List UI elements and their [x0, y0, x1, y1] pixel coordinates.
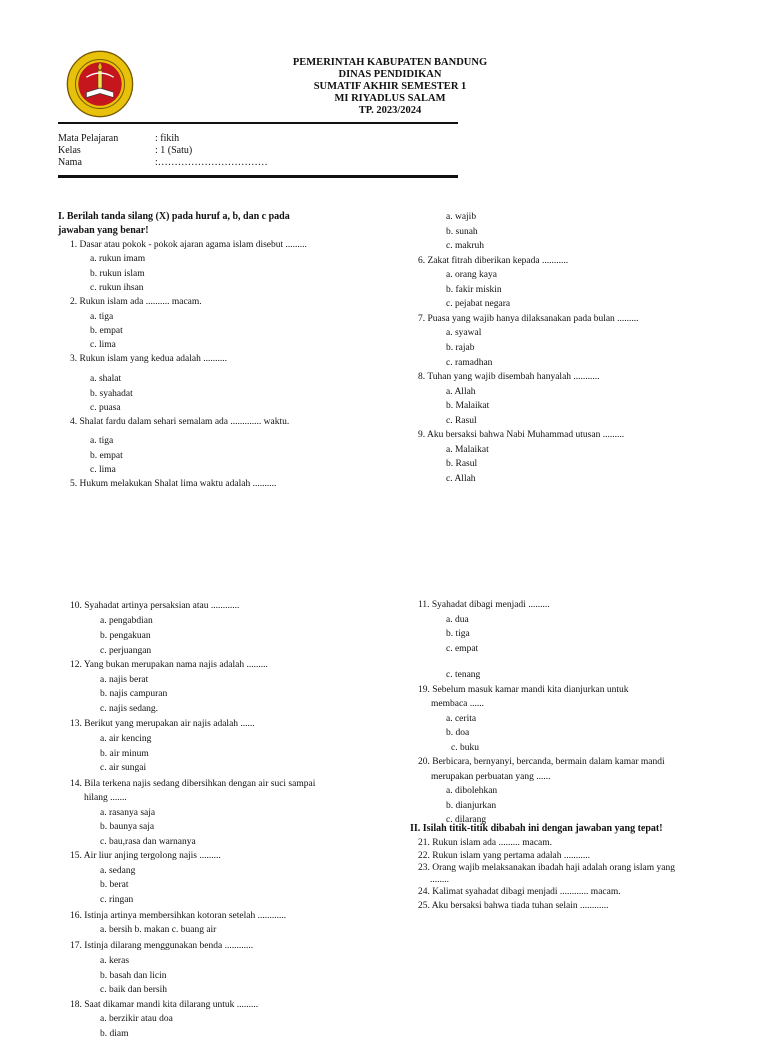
question-text: 15. Air liur anjing tergolong najis ......... [70, 851, 221, 862]
answer-option: a. syawal [446, 328, 482, 339]
answer-option: a. cerita [446, 713, 477, 724]
answer-option: c. najis sedang. [100, 703, 159, 714]
subject-label: Mata Pelajaran [58, 133, 119, 144]
answer-option: b. doa [446, 728, 470, 738]
question-text: 20. Berbicara, bernyanyi, bercanda, bermain dalam kamar mandi [418, 757, 665, 767]
question-text: 5. Hukum melakukan Shalat lima waktu adalah .......... [70, 479, 277, 490]
question-text: 2. Rukun islam ada .......... macam. [70, 297, 202, 308]
answer-option: a. dibolehkan [446, 786, 498, 796]
answer-option: a. Allah [446, 386, 476, 397]
answer-option: c. ringan [100, 895, 134, 905]
question-text: 7. Puasa yang wajib hanya dilaksanakan pada bulan ......... [418, 313, 639, 324]
question-text: 12. Yang bukan merupakan nama najis adalah ......... [70, 660, 268, 671]
answer-option: b. empat [90, 325, 123, 336]
question-text: membaca ...... [431, 699, 485, 709]
answer-option: c. lima [90, 464, 116, 475]
answer-option: b. diam [100, 1028, 129, 1039]
answer-option: a. Malaikat [446, 444, 489, 455]
answer-option: c. Rasul [446, 415, 477, 426]
answer-option: b. fakir miskin [446, 284, 502, 295]
answer-option: c. ramadhan [446, 357, 493, 368]
fill-in-question: 25. Aku bersaksi bahwa tiada tuhan selain ............ [418, 901, 609, 911]
answer-option: c. dilarang [446, 815, 487, 825]
answer-option: b. berat [100, 880, 129, 891]
class-value: : 1 (Satu) [155, 145, 193, 156]
question-text: 6. Zakat fitrah diberikan kepada ........... [418, 255, 569, 266]
answer-option: a. sedang [100, 865, 136, 876]
answer-option: a. keras [100, 956, 130, 967]
name-value: :…………………………… [155, 157, 268, 168]
answer-option: c. air sungai [100, 763, 147, 774]
header-school-name: MI RIYADLUS SALAM [334, 93, 446, 104]
subject-value: : fikih [155, 133, 180, 144]
answer-option: c. Allah [446, 473, 476, 484]
answer-option: b. tiga [446, 629, 470, 639]
answer-option: a. shalat [90, 374, 122, 385]
answer-option: c. pejabat negara [446, 299, 511, 310]
answer-option: b. sunah [446, 226, 478, 237]
answer-option: c. lima [90, 340, 116, 351]
header-exam-title: SUMATIF AKHIR SEMESTER 1 [313, 81, 467, 92]
question-text: 13. Berikut yang merupakan air najis adalah ...... [70, 719, 255, 730]
question-text: 17. Istinja dilarang menggunakan benda ............ [70, 940, 254, 951]
answer-option: b. rajab [446, 342, 475, 353]
section2-title: II. Isilah titik-titik dibabah ini dengan jawaban yang tepat! [410, 823, 663, 834]
answer-option: b. Malaikat [446, 401, 490, 412]
answer-option: a. rukun imam [90, 254, 146, 265]
answer-option: c. empat [446, 643, 479, 654]
answer-option: c. perjuangan [100, 645, 152, 656]
answer-option: c. baik dan bersih [100, 985, 168, 996]
question-text: 3. Rukun islam yang kedua adalah .......... [70, 354, 227, 365]
question-text: 16. Istinja artinya membersihkan kotoran setelah ............ [70, 910, 287, 921]
question-text: merupakan perbuatan yang ...... [431, 771, 551, 782]
answer-option: b. empat [90, 450, 123, 461]
answer-option: c. puasa [90, 402, 121, 413]
fill-in-question: 24. Kalimat syahadat dibagi menjadi ............ macam. [418, 887, 621, 897]
answer-option: b. air minum [100, 748, 149, 759]
answer-option: a. berzikir atau doa [100, 1014, 173, 1025]
answer-option: b. basah dan licin [100, 970, 167, 981]
section1-title-line2: jawaban yang benar! [58, 225, 149, 236]
answer-option: a. orang kaya [446, 270, 497, 281]
answer-option: c. bau,rasa dan warnanya [100, 836, 196, 847]
answer-option: b. Rasul [446, 459, 478, 470]
answer-option: c. rukun ihsan [90, 282, 144, 293]
question-text: 9. Aku bersaksi bahwa Nabi Muhammad utusan ......... [418, 430, 625, 441]
question-text: hilang ....... [84, 793, 127, 804]
answer-option: c. makruh [446, 241, 484, 252]
answer-option: b. dianjurkan [446, 800, 497, 811]
question-text: 10. Syahadat artinya persaksian atau ............ [70, 601, 240, 611]
info-divider [58, 175, 458, 178]
answer-option: b. najis campuran [100, 689, 168, 700]
answer-option: b. pengakuan [100, 631, 151, 642]
header-school-year: TP. 2023/2024 [358, 105, 422, 116]
answer-option: b. baunya saja [100, 822, 155, 833]
name-label: Nama [58, 157, 82, 168]
question-text: 11. Syahadat dibagi menjadi ......... [418, 600, 550, 610]
fill-in-question: 21. Rukun islam ada ......... macam. [418, 838, 553, 848]
answer-option: a. pengabdian [100, 615, 153, 626]
header-government: PEMERINTAH KABUPATEN BANDUNG [292, 57, 488, 68]
fill-in-question: 22. Rukun islam yang pertama adalah ........... [418, 851, 591, 861]
header-department: DINAS PENDIDIKAN [338, 69, 442, 80]
answer-option: a. wajib [446, 212, 477, 222]
answer-option: b. rukun islam [90, 268, 145, 279]
answer-option: a. rasanya saja [100, 807, 156, 818]
class-label: Kelas [58, 145, 81, 156]
answer-option: a. tiga [90, 311, 114, 322]
question-text: 4. Shalat fardu dalam sehari semalam ada ............. waktu. [70, 417, 290, 428]
question-text: 19. Sebelum masuk kamar mandi kita dianjurkan untuk [418, 684, 629, 695]
answer-option: c. buku [451, 742, 479, 753]
question-text: 1. Dasar atau pokok - pokok ajaran agama islam disebut ......... [70, 240, 307, 250]
question-text: 8. Tuhan yang wajib disembah hanyalah ........... [418, 372, 600, 383]
question-text: 18. Saat dikamar mandi kita dilarang untuk ......... [70, 999, 259, 1010]
answer-option: c. tenang [446, 670, 481, 680]
answer-option: a. bersih b. makan c. buang air [100, 925, 217, 936]
question-text: 14. Bila terkena najis sedang dibersihkan dengan air suci sampai [70, 778, 316, 789]
section1-title-line1: I. Berilah tanda silang (X) pada huruf a, b, dan c pada [58, 211, 290, 222]
answer-option: a. dua [446, 614, 469, 625]
school-emblem-icon [66, 50, 134, 118]
answer-option: b. syahadat [90, 388, 133, 399]
answer-option: a. tiga [90, 436, 114, 447]
answer-option: a. najis berat [100, 674, 149, 685]
answer-option: a. air kencing [100, 733, 152, 744]
header-divider [58, 122, 458, 124]
fill-in-question: 23. Orang wajib melaksanakan ibadah haji adalah orang islam yang [418, 863, 675, 873]
fill-in-question: ........ [430, 875, 449, 885]
